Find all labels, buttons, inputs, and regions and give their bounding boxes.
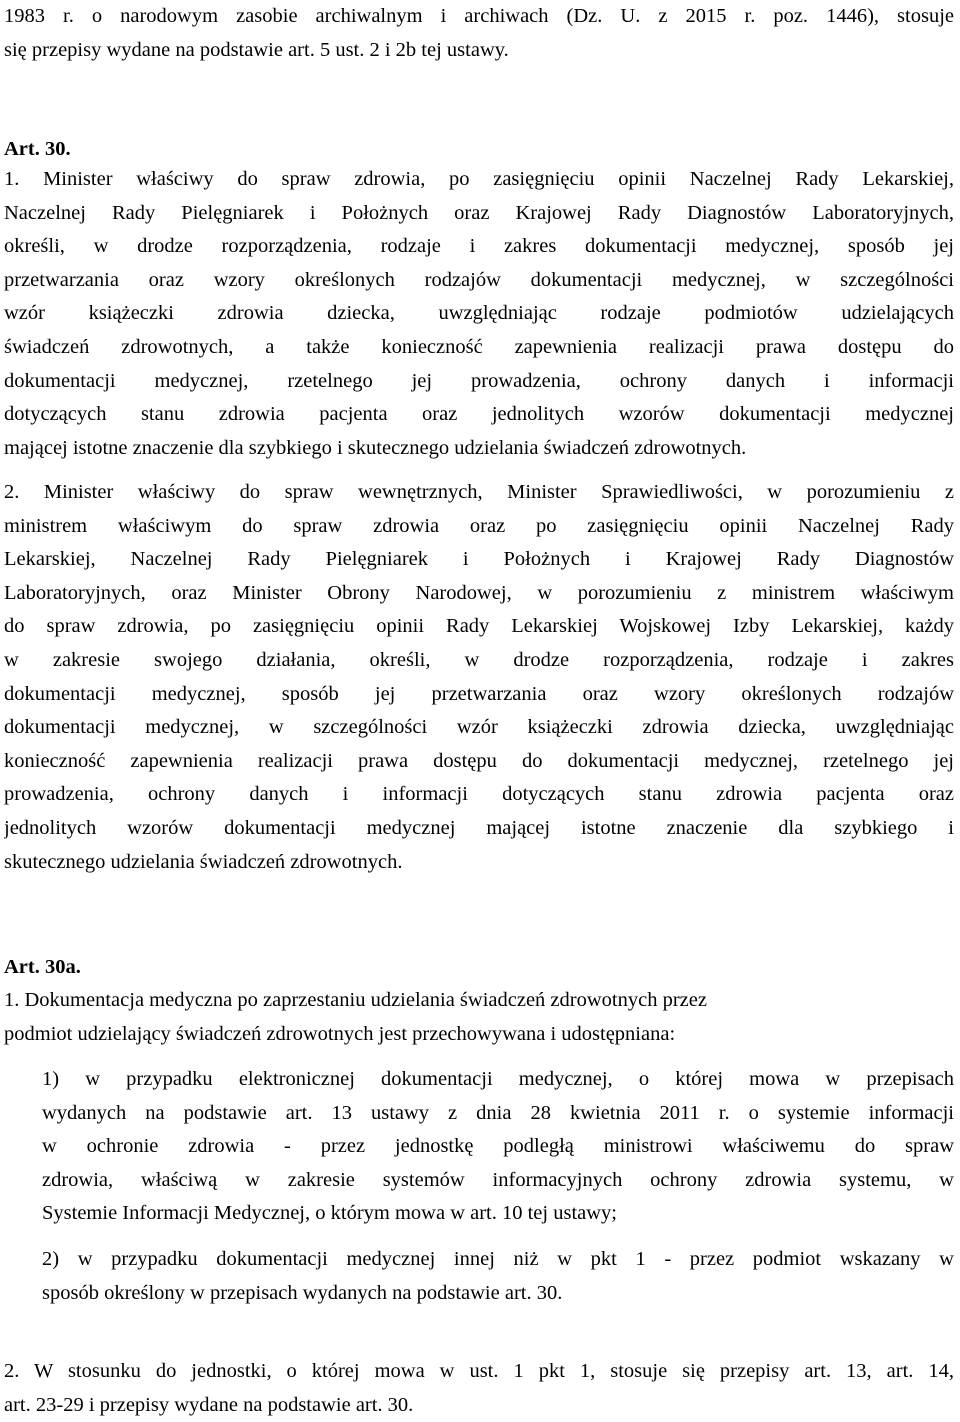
list-item-2 xyxy=(42,1243,954,1310)
text-line: sposób określony w przepisach wydanych na podstawie art. 30. xyxy=(42,1281,563,1304)
text-line: Naczelnej Rady Pielęgniarek i Położnych oraz Krajowej Rady Diagnostów Laboratoryjnych, xyxy=(4,201,954,224)
text-line: zdrowia, właściwą w zakresie systemów informacyjnych ochrony zdrowia systemu, w xyxy=(42,1168,954,1191)
text-line: skutecznego udzielania świadczeń zdrowotnych. xyxy=(4,850,403,873)
text-line: 1) w przypadku elektronicznej dokumentacji medycznej, o której mowa w przepisach xyxy=(42,1068,954,1090)
text-line: 2. Minister właściwy do spraw wewnętrznych, Minister Sprawiedliwości, w porozumieniu z xyxy=(4,481,954,503)
text-line: dokumentacji medycznej, sposób jej przetwarzania oraz wzory określonych rodzajów xyxy=(4,682,954,705)
text-line: podmiot udzielający świadczeń zdrowotnych jest przechowywana i udostępniana: xyxy=(4,1022,676,1045)
text-line: prowadzenia, ochrony danych i informacji dotyczących stanu zdrowia pacjenta oraz xyxy=(4,783,954,806)
list-item-1 xyxy=(42,1063,954,1231)
text-line: 1983 r. o narodowym zasobie archiwalnym i archiwach (Dz. U. z 2015 r. poz. 1446), stosuje xyxy=(4,5,954,27)
text-line: dotyczących stanu zdrowia pacjenta oraz jednolitych wzorów dokumentacji medycznej xyxy=(4,403,954,426)
text-line: się przepisy wydane na podstawie art. 5 ust. 2 i 2b tej ustawy. xyxy=(4,38,509,61)
article-30-heading: Art. 30. xyxy=(4,138,71,160)
text-line: wydanych na podstawie art. 13 ustawy z dnia 28 kwietnia 2011 r. o systemie informacji xyxy=(42,1101,954,1124)
text-line: art. 23-29 i przepisy wydane na podstawie art. 30. xyxy=(4,1393,414,1416)
article-30-paragraph-1 xyxy=(4,163,954,465)
text-line: 1. Minister właściwy do spraw zdrowia, po zasięgnięciu opinii Naczelnej Rady Lekarskiej, xyxy=(4,168,954,190)
text-line: Lekarskiej, Naczelnej Rady Pielęgniarek i Położnych i Krajowej Rady Diagnostów xyxy=(4,548,954,571)
article-30a-paragraph-2 xyxy=(4,1355,954,1422)
text-line: ministrem właściwym do spraw zdrowia oraz po zasięgnięciu opinii Naczelnej Rady xyxy=(4,514,954,537)
text-line: przetwarzania oraz wzory określonych rodzajów dokumentacji medycznej, w szczególności xyxy=(4,268,954,291)
text-line: do spraw zdrowia, po zasięgnięciu opinii Rady Lekarskiej Wojskowej Izby Lekarskiej, każdy xyxy=(4,615,954,638)
article-30-paragraph-2 xyxy=(4,476,954,879)
text-line: 2) w przypadku dokumentacji medycznej innej niż w pkt 1 - przez podmiot wskazany w xyxy=(42,1248,954,1270)
intro-paragraph xyxy=(4,0,954,67)
text-line: mającej istotne znaczenie dla szybkiego i skutecznego udzielania świadczeń zdrowotnych. xyxy=(4,436,747,459)
text-line: świadczeń zdrowotnych, a także konieczność zapewnienia realizacji prawa dostępu do xyxy=(4,335,954,358)
article-30a-paragraph-1 xyxy=(4,984,954,1051)
text-line: Systemie Informacji Medycznej, o którym mowa w art. 10 tej ustawy; xyxy=(42,1202,618,1225)
text-line: 1. Dokumentacja medyczna po zaprzestaniu udzielania świadczeń zdrowotnych przez xyxy=(4,989,707,1011)
text-line: 2. W stosunku do jednostki, o której mowa w ust. 1 pkt 1, stosuje się przepisy art. 13, art. 14, xyxy=(4,1360,954,1382)
text-line: dokumentacji medycznej, rzetelnego jej prowadzenia, ochrony danych i informacji xyxy=(4,369,954,392)
text-line: dokumentacji medycznej, w szczególności wzór książeczki zdrowia dziecka, uwzględniając xyxy=(4,716,954,739)
text-line: Laboratoryjnych, oraz Minister Obrony Narodowej, w porozumieniu z ministrem właściwym xyxy=(4,581,954,604)
text-line: określi, w drodze rozporządzenia, rodzaje i zakres dokumentacji medycznej, sposób jej xyxy=(4,235,954,258)
text-line: konieczność zapewnienia realizacji prawa dostępu do dokumentacji medycznej, rzetelnego jej xyxy=(4,749,954,772)
text-line: wzór książeczki zdrowia dziecka, uwzględniając rodzaje podmiotów udzielających xyxy=(4,302,954,325)
text-line: jednolitych wzorów dokumentacji medycznej mającej istotne znaczenie dla szybkiego i xyxy=(4,816,954,839)
text-line: w ochronie zdrowia - przez jednostkę podległą ministrowi właściwemu do spraw xyxy=(42,1135,954,1158)
text-line: w zakresie swojego działania, określi, w drodze rozporządzenia, rodzaje i zakres xyxy=(4,648,954,671)
article-30a-heading: Art. 30a. xyxy=(4,956,81,978)
